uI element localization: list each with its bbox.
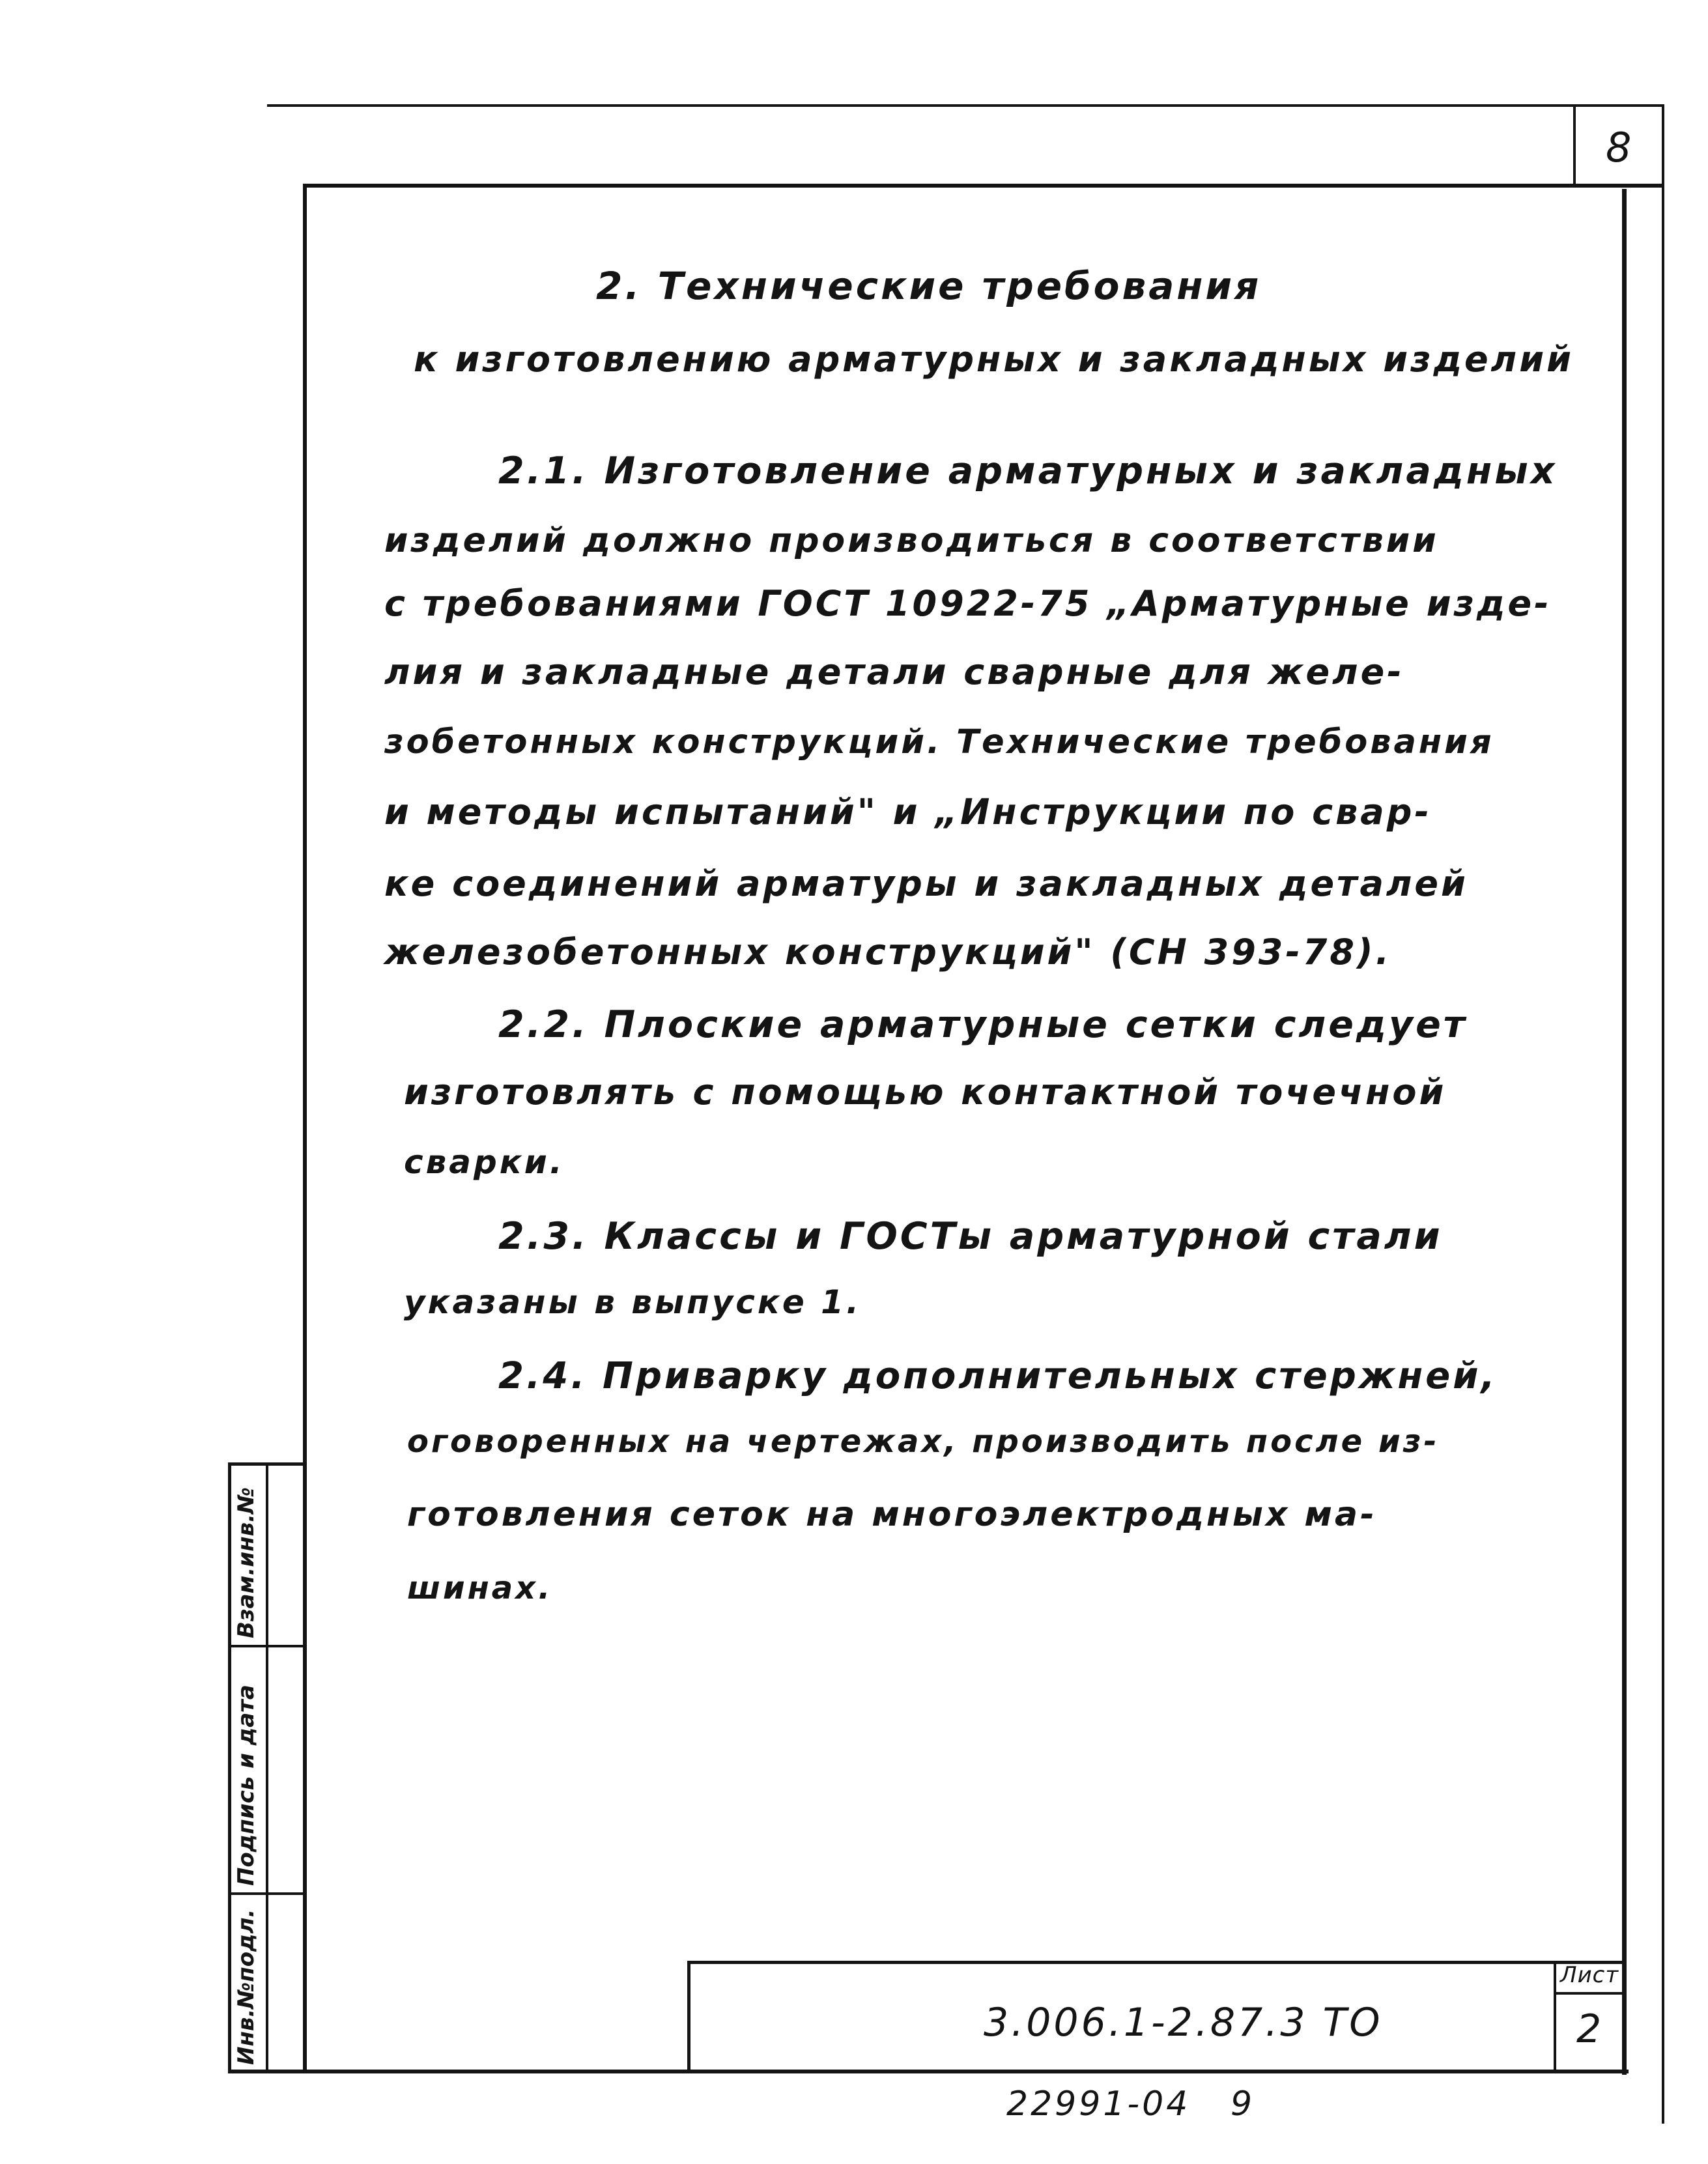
body-line: готовления сеток на многоэлектродных ма- <box>407 1495 1377 1534</box>
body-line: ке соединений арматуры и закладных деталей <box>384 863 1468 904</box>
frame-right <box>1622 189 1627 2075</box>
title-block-sheet-divider <box>1554 1961 1556 2071</box>
frame-bottom <box>228 2070 1629 2073</box>
side-stamp-label: Взам.инв.№ <box>233 1487 259 1638</box>
body-line: с требованиями ГОСТ 10922-75 „Арматурные изде- <box>384 583 1552 624</box>
top-rule <box>267 104 1664 107</box>
side-stamp-row <box>228 1645 306 1647</box>
sheet-label: Лист <box>1560 1962 1619 1988</box>
page-number-box-left <box>1573 104 1576 186</box>
section-heading-line1: 2. Технические требования <box>596 264 1262 308</box>
frame-top <box>303 184 1664 188</box>
body-line: шинах. <box>407 1570 553 1606</box>
side-stamp-label: Подпись и дата <box>233 1685 259 1886</box>
document-designation: 3.006.1-2.87.3 ТО <box>984 2000 1383 2045</box>
title-block-top <box>687 1961 1625 1964</box>
side-stamp-left <box>228 1462 231 2071</box>
body-line: железобетонных конструкций" (СН 393-78). <box>384 932 1392 973</box>
body-line: лия и закладные детали сварные для желе- <box>384 651 1404 692</box>
page-number: 8 <box>1606 124 1634 171</box>
side-stamp-row <box>228 1892 306 1895</box>
body-line: оговоренных на чертежах, производить после из- <box>407 1423 1440 1460</box>
body-line: зобетонных конструкций. Технические требования <box>384 723 1494 762</box>
side-stamp-divider <box>266 1462 268 2071</box>
page-number-box-right <box>1662 104 1664 2124</box>
body-line: 2.3. Классы и ГОСТы арматурной стали <box>498 1215 1443 1258</box>
sheet-number: 2 <box>1576 2006 1604 2052</box>
body-line: 2.1. Изготовление арматурных и закладных <box>498 449 1558 492</box>
body-line: 2.4. Приварку дополнительных стержней, <box>498 1355 1498 1397</box>
footer-code: 22991-04 9 <box>1006 2085 1255 2124</box>
body-line: сварки. <box>404 1143 565 1181</box>
body-line: и методы испытаний" и „Инструкции по свар- <box>384 791 1432 833</box>
section-heading-line2: к изготовлению арматурных и закладных изделий <box>414 339 1574 380</box>
body-line: указаны в выпуске 1. <box>404 1283 861 1321</box>
side-stamp-top <box>228 1462 306 1466</box>
body-line: изготовлять с помощью контактной точечной <box>404 1072 1447 1113</box>
body-line: изделий должно производиться в соответствии <box>384 521 1439 560</box>
body-line: 2.2. Плоские арматурные сетки следует <box>498 1003 1468 1046</box>
title-block-left <box>687 1961 690 2071</box>
frame-left <box>303 184 307 2073</box>
title-block-sheet-row <box>1554 1992 1625 1995</box>
side-stamp-label: Инв.№подл. <box>233 1909 259 2065</box>
